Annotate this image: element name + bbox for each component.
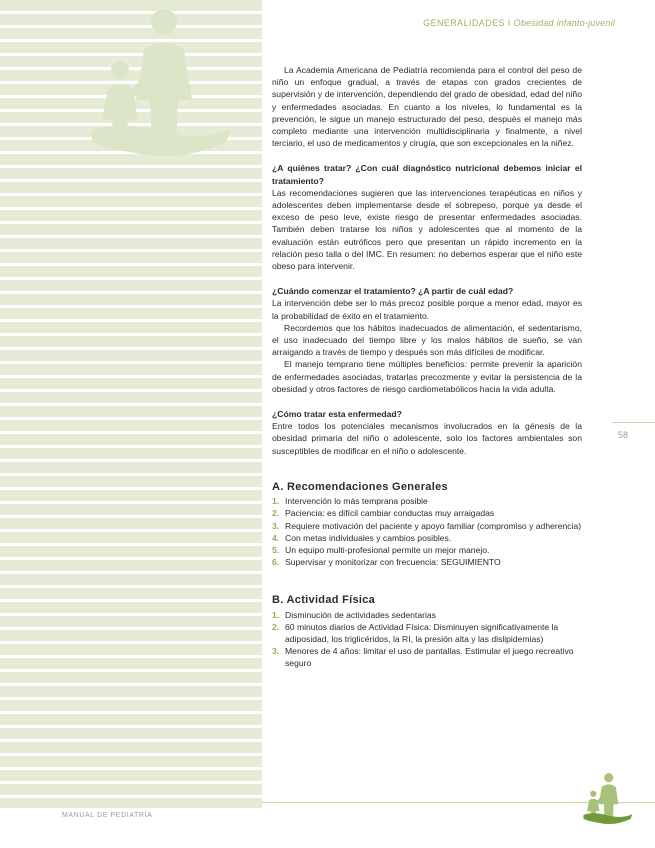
list-item: [272, 609, 582, 621]
main-content: [272, 64, 582, 670]
section-a-title: A. Recomendaciones Generales: [272, 480, 448, 493]
answer-when-p1: La intervención debe ser lo más precoz posible porque a menor edad, mayor es la probabilidad de éxito en el tratamiento.: [272, 298, 582, 321]
list-item-number: 4.: [272, 532, 280, 543]
list-item-text: Menores de 4 años: limitar el uso de pantallas. Estimular el juego recreativo seguro: [285, 646, 574, 669]
answer-who-to-treat: Las recomendaciones sugieren que las intervenciones terapéuticas en niños y adolescentes deben implementarse desde el sobrepeso, porque ya desde el exceso de peso leve, existe riesgo de presentar enfermedades asociadas. También deben tratarse los niños y adolescentes que al momento de la evaluación están eutróficos pero que presentan un rápido incremento en la relación peso talla o del IMC. En resumen: no debemos esperar que el niño este obeso para intervenir.: [272, 187, 582, 272]
answer-when-p3: El manejo temprano tiene múltiples beneficios: permite prevenir la aparición de enfermedades asociadas, tratarlas precozmente y evitar la persistencia de la obesidad y otros factores de riesgo cardiometabólicos hacia la vida adulta.: [272, 359, 582, 394]
section-b-title: B. Actividad Física: [272, 594, 376, 607]
header-subtitle: Obesidad infanto-juvenil: [513, 18, 615, 28]
list-item: [272, 495, 582, 507]
list-item-text: Intervención lo más temprana posible: [285, 496, 428, 507]
answer-when-p2: Recordemos que los hábitos inadecuados de alimentación, el sedentarismo, el uso inadecuado del tiempo libre y los malos hábitos de sueño, se van arraigando a través de tiempo y después son más difíciles de modificar.: [272, 322, 582, 358]
list-item-text: Requiere motivación del paciente y apoyo familiar (compromiso y adherencia): [285, 520, 582, 531]
question-how-to-treat: ¿Cómo tratar esta enfermedad?: [272, 409, 402, 420]
footer-title: MANUAL DE PEDIATRÍA: [62, 812, 153, 819]
page-number-rule: [612, 422, 655, 423]
list-item-number: 3.: [272, 520, 280, 531]
question-when-to-start: ¿Cuándo comenzar el tratamiento? ¿A partir de cuál edad?: [272, 286, 514, 297]
list-item: [272, 645, 582, 669]
list-item: [272, 532, 582, 544]
list-item-text: Paciencia: es difícil cambiar conductas muy arraigadas: [285, 508, 495, 519]
list-item-text: Un equipo multi-profesional permite un mejor manejo.: [285, 544, 490, 555]
family-hand-footer-logo-icon: [580, 770, 636, 826]
answer-how-to-treat: Entre todos los potenciales mecanismos involucrados en la génesis de la obesidad primaria del niño o adolescente, solo los factores ambientales son susceptibles de modificar en el niño o adolescente.: [272, 421, 582, 456]
list-item-number: 1.: [272, 496, 280, 507]
section-b-list: [272, 609, 582, 670]
list-item-text: Con metas individuales y cambios posibles.: [285, 532, 452, 543]
page-number: 58: [618, 430, 629, 440]
section-a-list: [272, 495, 582, 568]
list-item-text: Disminución de actividades sedentarias: [285, 609, 436, 620]
running-header: [423, 18, 615, 28]
header-separator: I: [507, 18, 511, 28]
header-section: GENERALIDADES: [423, 18, 505, 28]
list-item-number: 6.: [272, 557, 280, 568]
list-item-number: 3.: [272, 646, 280, 657]
list-item: [272, 507, 582, 519]
list-item-number: 2.: [272, 621, 280, 632]
list-item-text: Supervisar y monitorizar con frecuencia: SEGUIMIENTO: [285, 557, 501, 568]
family-hand-logo-icon: [82, 2, 242, 162]
list-item-number: 5.: [272, 544, 280, 555]
intro-paragraph: La Academia Americana de Pediatría recomienda para el control del peso de niño un enfoque gradual, a través de etapas con grados crecientes de supervisión y de intervención, dependiendo del grado de obesidad, edad del niño y enfermedades asociadas. En cuanto a los niveles, lo fundamental es la prevención, le sigue un manejo estructurado del peso, después el manejo más completo mediante una intervención multidisciplinaria y finalmente, a nivel terciario, el uso de medicamentos y cirugía, que son excepcionales en la niñez.: [272, 65, 582, 149]
list-item-number: 2.: [272, 508, 280, 519]
list-item: [272, 520, 582, 532]
list-item-number: 1.: [272, 609, 280, 620]
list-item: [272, 544, 582, 556]
list-item-text: 60 minutos diarios de Actividad Física: Disminuyen significativamente la adiposidad, los triglicéridos, la RI, la presión alta y las dislipidemias): [285, 621, 559, 644]
question-who-to-treat: ¿A quiénes tratar? ¿Con cuál diagnóstico nutricional debemos iniciar el tratamiento?: [272, 163, 582, 186]
list-item: [272, 556, 582, 568]
list-item: [272, 621, 582, 645]
